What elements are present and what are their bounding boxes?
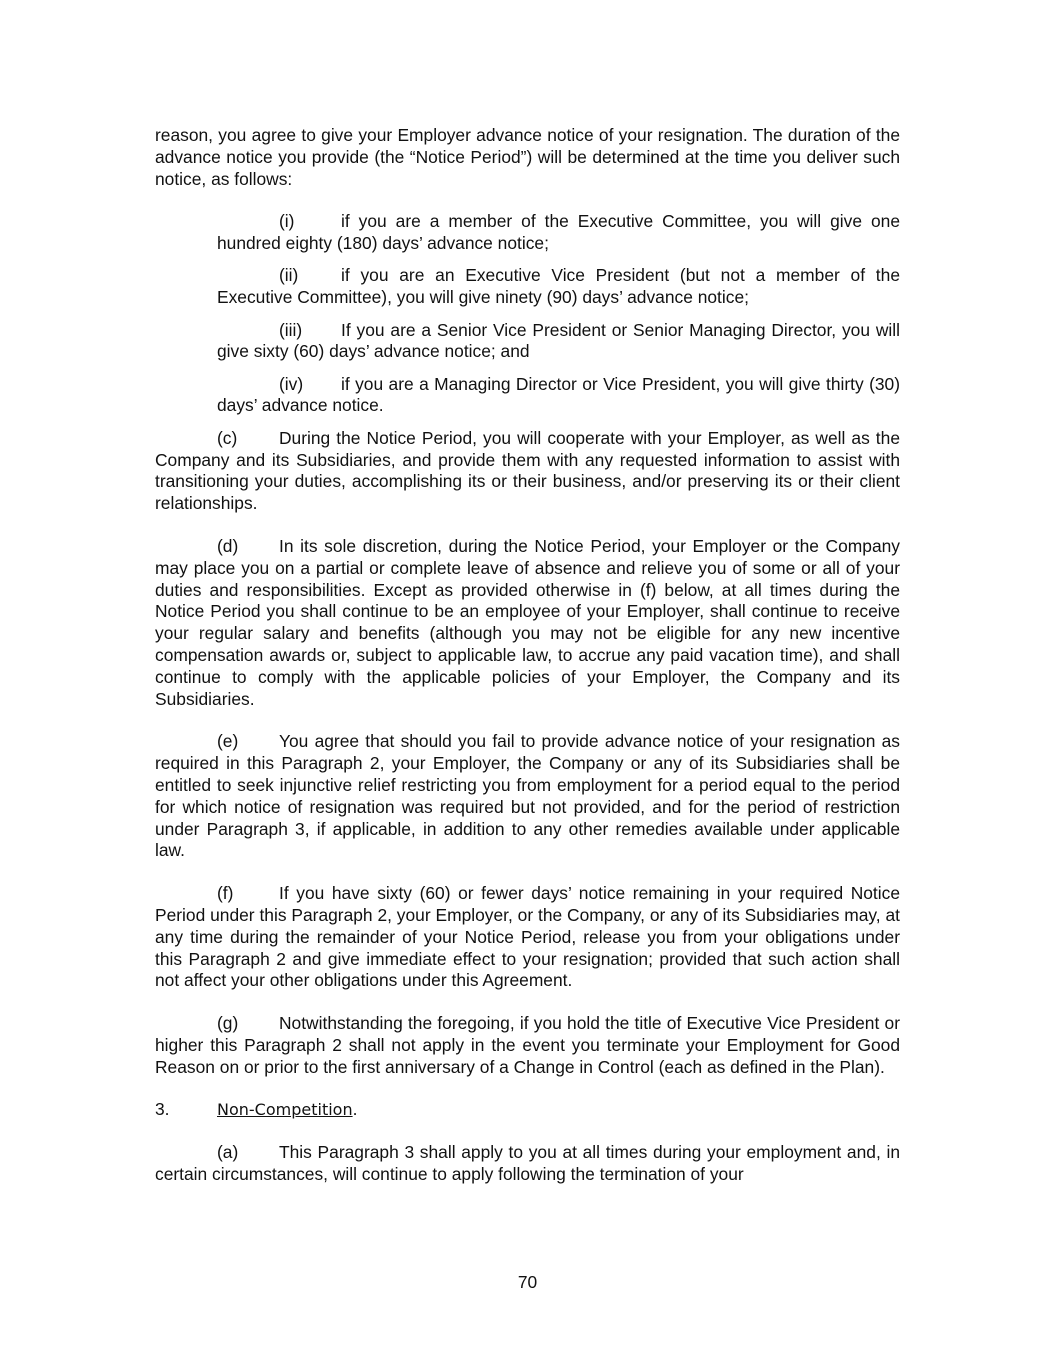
item-label: (iv) bbox=[279, 373, 304, 394]
section-title: Non-Competition bbox=[217, 1100, 353, 1120]
item-text: if you are a Managing Director or Vice President, you will give thirty (30) days’ advance notice. bbox=[217, 373, 900, 416]
paragraph-e bbox=[155, 731, 900, 862]
paragraph-label: (a) bbox=[217, 1142, 239, 1163]
notice-item-ii bbox=[217, 265, 900, 309]
item-text: if you are a member of the Executive Committee, you will give one hundred eighty (180) days’ advance notice; bbox=[217, 211, 900, 254]
section-title-suffix: . bbox=[352, 1099, 358, 1120]
paragraph-text: If you have sixty (60) or fewer days’ notice remaining in your required Notice Period under this Paragraph 2, your Employer, or the Company, or any of its Subsidiaries may, at any time during the remainder of your Notice Period, release you from your obligations under this Paragraph 2 and give immediate effect to your resignation; provided that such action shall not affect your other obligations under this Agreement. bbox=[155, 883, 900, 991]
section-heading bbox=[155, 1099, 900, 1121]
item-label: (ii) bbox=[279, 265, 299, 286]
paragraph-text: In its sole discretion, during the Notice Period, your Employer or the Company may place you on a partial or complete leave of absence and relieve you of some or all of your duties and responsibilities. Except as provided otherwise in (f) below, at all times during the Notice Period you shall continue to be an employee of your Employer, shall continue to receive your regular salary and benefits (although you may not be eligible for any new incentive compensation awards or, subject to applicable law, to accrue any paid vacation time), and shall continue to comply with the applicable policies of your Employer, the Company and its Subsidiaries. bbox=[155, 535, 900, 709]
paragraph-label: (e) bbox=[217, 731, 239, 752]
paragraph-text: This Paragraph 3 shall apply to you at all times during your employment and, in certain circumstances, will continue to apply following the termination of your bbox=[155, 1142, 900, 1185]
paragraph-f bbox=[155, 883, 900, 992]
paragraph-text: Notwithstanding the foregoing, if you hold the title of Executive Vice President or higher this Paragraph 2 shall not apply in the event you terminate your Employment for Good Reason on or prior to the first anniversary of a Change in Control (each as defined in the Plan). bbox=[155, 1013, 900, 1077]
paragraph-text: During the Notice Period, you will cooperate with your Employer, as well as the Company and its Subsidiaries, and provide them with any requested information to assist with transitioning your duties, accomplishing its or their business, and/or preserving its or their client relationships. bbox=[155, 427, 900, 514]
item-text: If you are a Senior Vice President or Senior Managing Director, you will give sixty (60) days’ advance notice; and bbox=[217, 319, 900, 362]
paragraph-label: (d) bbox=[217, 535, 239, 556]
page-number: 70 bbox=[517, 1272, 538, 1292]
paragraph-c bbox=[155, 428, 900, 515]
notice-item-iv bbox=[217, 374, 900, 418]
paragraph-text: You agree that should you fail to provide advance notice of your resignation as required in this Paragraph 2, your Employer, the Company or any of its Subsidiaries shall be entitled to seek injunctive relief restricting you from employment for a period equal to the period for which notice of resignation was required but not provided, and for the period of restriction under Paragraph 3, if applicable, in addition to any other remedies available under applicable law. bbox=[155, 731, 900, 861]
item-label: (iii) bbox=[279, 319, 303, 340]
paragraph-g bbox=[155, 1013, 900, 1078]
document-page bbox=[155, 125, 900, 1207]
item-label: (i) bbox=[279, 211, 295, 232]
notice-item-iii bbox=[217, 320, 900, 364]
item-text: if you are an Executive Vice President (but not a member of the Executive Committee), you will give ninety (90) days’ advance notice; bbox=[217, 265, 900, 308]
notice-item-i bbox=[217, 211, 900, 255]
paragraph-label: (c) bbox=[217, 427, 238, 448]
section-number: 3. bbox=[155, 1099, 170, 1120]
paragraph-label: (g) bbox=[217, 1013, 239, 1034]
section-paragraph-a bbox=[155, 1142, 900, 1186]
intro-paragraph: reason, you agree to give your Employer advance notice of your resignation. The duration of the advance notice you provide (the “Notice Period”) will be determined at the time you deliver such notice, as follows: bbox=[155, 125, 900, 189]
paragraph-d bbox=[155, 536, 900, 710]
paragraph-label: (f) bbox=[217, 883, 234, 904]
